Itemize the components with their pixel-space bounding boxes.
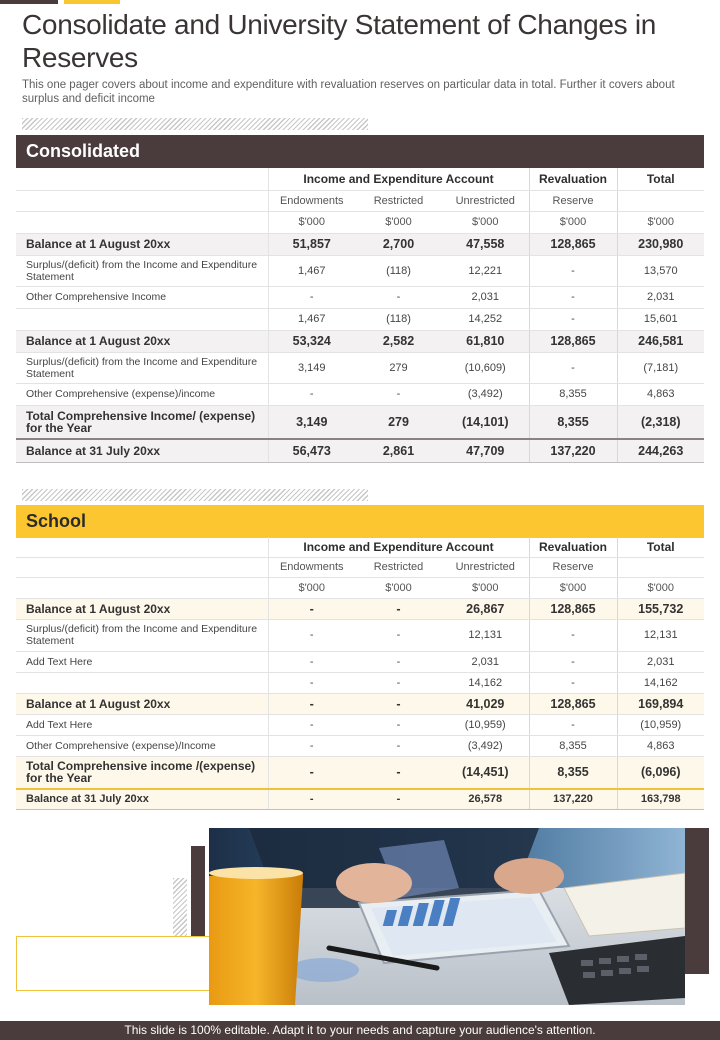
table-row bbox=[16, 714, 704, 735]
top-accent-dark bbox=[0, 0, 58, 4]
row-value: 279 bbox=[355, 405, 442, 439]
table-row bbox=[16, 233, 704, 255]
row-label: Balance at 31 July 20xx bbox=[16, 789, 268, 809]
header-revaluation: Revaluation bbox=[529, 537, 617, 557]
units-cell: $'000 bbox=[617, 577, 704, 598]
business-tablet-photo bbox=[209, 828, 685, 1005]
table-row bbox=[16, 619, 704, 651]
row-value: 279 bbox=[355, 352, 442, 383]
row-value: 8,355 bbox=[529, 735, 617, 756]
row-value: 12,131 bbox=[442, 619, 529, 651]
subheader-empty-cell bbox=[16, 557, 268, 577]
row-value: 128,865 bbox=[529, 693, 617, 714]
row-label bbox=[16, 672, 268, 693]
consolidated-table bbox=[16, 168, 704, 463]
row-value: - bbox=[355, 286, 442, 308]
table-total-row bbox=[16, 789, 704, 809]
table-row bbox=[16, 598, 704, 619]
decorative-bar-right bbox=[685, 828, 709, 974]
row-value: 128,865 bbox=[529, 598, 617, 619]
subheader-cell: Restricted bbox=[355, 557, 442, 577]
table-subheader-row bbox=[16, 557, 704, 577]
hatch-divider-school bbox=[22, 489, 368, 501]
row-value: (6,096) bbox=[617, 756, 704, 789]
row-value: 15,601 bbox=[617, 308, 704, 330]
page-title: Consolidate and University Statement of Changes in Reserves bbox=[22, 9, 657, 73]
page-subtitle: This one pager covers about income and expenditure with revaluation reserves on particular data in total. Further it covers about surplus and deficit income bbox=[22, 79, 675, 105]
row-value: - bbox=[355, 735, 442, 756]
row-value: (3,492) bbox=[442, 383, 529, 405]
row-value: - bbox=[268, 286, 355, 308]
row-value: - bbox=[268, 383, 355, 405]
row-label: Surplus/(deficit) from the Income and Expenditure Statement bbox=[16, 352, 268, 383]
header-empty-cell bbox=[16, 537, 268, 557]
row-value: (118) bbox=[355, 308, 442, 330]
units-empty-cell bbox=[16, 577, 268, 598]
row-label: Total Comprehensive Income/ (expense) for the Year bbox=[16, 405, 268, 439]
row-value: 2,031 bbox=[442, 651, 529, 672]
row-label: Other Comprehensive (expense)/income bbox=[16, 383, 268, 405]
row-value: - bbox=[355, 693, 442, 714]
row-label: Surplus/(deficit) from the Income and Expenditure Statement bbox=[16, 255, 268, 286]
row-value: - bbox=[529, 714, 617, 735]
row-value: 61,810 bbox=[442, 330, 529, 352]
row-value: 3,149 bbox=[268, 352, 355, 383]
row-value: - bbox=[268, 672, 355, 693]
row-value: 2,582 bbox=[355, 330, 442, 352]
subheader-cell bbox=[617, 557, 704, 577]
row-label: Total Comprehensive income /(expense) for the Year bbox=[16, 756, 268, 789]
row-label: Balance at 1 August 20xx bbox=[16, 233, 268, 255]
subheader-cell bbox=[617, 190, 704, 211]
row-value: 230,980 bbox=[617, 233, 704, 255]
row-value: - bbox=[529, 672, 617, 693]
table-row bbox=[16, 693, 704, 714]
row-value: 4,863 bbox=[617, 383, 704, 405]
table-total-row bbox=[16, 439, 704, 462]
row-value: 8,355 bbox=[529, 405, 617, 439]
row-value: - bbox=[268, 789, 355, 809]
subheader-cell: Unrestricted bbox=[442, 557, 529, 577]
units-cell: $'000 bbox=[442, 211, 529, 233]
subheader-cell: Endowments bbox=[268, 190, 355, 211]
row-label bbox=[16, 308, 268, 330]
row-label: Balance at 1 August 20xx bbox=[16, 693, 268, 714]
row-value: 1,467 bbox=[268, 255, 355, 286]
row-value: (3,492) bbox=[442, 735, 529, 756]
row-value: 128,865 bbox=[529, 330, 617, 352]
row-value: 26,867 bbox=[442, 598, 529, 619]
section-header-school: School bbox=[16, 505, 704, 538]
subheader-cell: Restricted bbox=[355, 190, 442, 211]
row-value: (7,181) bbox=[617, 352, 704, 383]
row-label: Other Comprehensive (expense)/Income bbox=[16, 735, 268, 756]
row-value: 8,355 bbox=[529, 756, 617, 789]
row-value: 1,467 bbox=[268, 308, 355, 330]
row-value: - bbox=[529, 255, 617, 286]
empty-text-box bbox=[16, 936, 209, 991]
row-value: - bbox=[355, 672, 442, 693]
row-label: Balance at 1 August 20xx bbox=[16, 330, 268, 352]
header-income-expenditure: Income and Expenditure Account bbox=[268, 168, 529, 190]
photo-illustration bbox=[209, 828, 685, 1005]
row-label: Balance at 1 August 20xx bbox=[16, 598, 268, 619]
row-value: - bbox=[355, 598, 442, 619]
row-label: Add Text Here bbox=[16, 651, 268, 672]
table-row bbox=[16, 672, 704, 693]
row-value: - bbox=[355, 651, 442, 672]
row-value: - bbox=[529, 651, 617, 672]
row-label: Add Text Here bbox=[16, 714, 268, 735]
subheader-empty-cell bbox=[16, 190, 268, 211]
row-value: 128,865 bbox=[529, 233, 617, 255]
row-value: - bbox=[268, 693, 355, 714]
row-value: 14,162 bbox=[442, 672, 529, 693]
table-row bbox=[16, 352, 704, 383]
section-header-consolidated: Consolidated bbox=[16, 135, 704, 168]
header-empty-cell bbox=[16, 168, 268, 190]
row-value: 53,324 bbox=[268, 330, 355, 352]
table-row bbox=[16, 756, 704, 789]
row-value: 2,031 bbox=[442, 286, 529, 308]
row-value: - bbox=[529, 619, 617, 651]
row-value: - bbox=[268, 735, 355, 756]
units-cell: $'000 bbox=[268, 211, 355, 233]
subheader-cell: Unrestricted bbox=[442, 190, 529, 211]
row-value: 137,220 bbox=[529, 439, 617, 462]
row-value: - bbox=[355, 619, 442, 651]
units-cell: $'000 bbox=[442, 577, 529, 598]
table-row bbox=[16, 405, 704, 439]
row-value: 41,029 bbox=[442, 693, 529, 714]
school-table bbox=[16, 537, 704, 810]
table-row bbox=[16, 330, 704, 352]
table-units-row bbox=[16, 211, 704, 233]
row-value: 8,355 bbox=[529, 383, 617, 405]
row-value: 12,221 bbox=[442, 255, 529, 286]
row-value: - bbox=[529, 352, 617, 383]
table-row bbox=[16, 286, 704, 308]
row-value: (10,959) bbox=[617, 714, 704, 735]
units-empty-cell bbox=[16, 211, 268, 233]
header-revaluation: Revaluation bbox=[529, 168, 617, 190]
row-value: (14,451) bbox=[442, 756, 529, 789]
row-value: - bbox=[529, 286, 617, 308]
table-row bbox=[16, 651, 704, 672]
table-subheader-row bbox=[16, 190, 704, 211]
row-value: - bbox=[355, 789, 442, 809]
row-value: - bbox=[268, 598, 355, 619]
units-cell: $'000 bbox=[355, 211, 442, 233]
row-value: 47,558 bbox=[442, 233, 529, 255]
row-value: (2,318) bbox=[617, 405, 704, 439]
row-value: 246,581 bbox=[617, 330, 704, 352]
row-label: Other Comprehensive Income bbox=[16, 286, 268, 308]
top-accent-yellow bbox=[64, 0, 120, 4]
table-units-row bbox=[16, 577, 704, 598]
row-value: 14,162 bbox=[617, 672, 704, 693]
row-value: - bbox=[268, 619, 355, 651]
header-total: Total bbox=[617, 537, 704, 557]
row-value: 169,894 bbox=[617, 693, 704, 714]
units-cell: $'000 bbox=[617, 211, 704, 233]
row-value: - bbox=[268, 756, 355, 789]
header-income-expenditure: Income and Expenditure Account bbox=[268, 537, 529, 557]
row-value: - bbox=[268, 651, 355, 672]
row-value: - bbox=[355, 714, 442, 735]
table-row bbox=[16, 255, 704, 286]
row-value: 56,473 bbox=[268, 439, 355, 462]
row-value: 163,798 bbox=[617, 789, 704, 809]
row-value: - bbox=[355, 383, 442, 405]
units-cell: $'000 bbox=[268, 577, 355, 598]
table-row bbox=[16, 383, 704, 405]
table-header-row bbox=[16, 537, 704, 557]
row-value: - bbox=[268, 714, 355, 735]
row-label: Balance at 31 July 20xx bbox=[16, 439, 268, 462]
units-cell: $'000 bbox=[529, 577, 617, 598]
row-value: (118) bbox=[355, 255, 442, 286]
row-value: (10,959) bbox=[442, 714, 529, 735]
row-value: 26,578 bbox=[442, 789, 529, 809]
header-total: Total bbox=[617, 168, 704, 190]
row-value: (10,609) bbox=[442, 352, 529, 383]
row-value: - bbox=[529, 308, 617, 330]
hatch-divider-consolidated bbox=[22, 118, 368, 130]
units-cell: $'000 bbox=[355, 577, 442, 598]
units-cell: $'000 bbox=[529, 211, 617, 233]
table-row bbox=[16, 735, 704, 756]
row-value: 137,220 bbox=[529, 789, 617, 809]
row-value: 2,861 bbox=[355, 439, 442, 462]
row-value: 2,700 bbox=[355, 233, 442, 255]
row-value: 12,131 bbox=[617, 619, 704, 651]
decorative-hatch-block bbox=[173, 878, 187, 938]
row-value: 4,863 bbox=[617, 735, 704, 756]
row-value: 155,732 bbox=[617, 598, 704, 619]
table-header-row bbox=[16, 168, 704, 190]
subheader-cell: Endowments bbox=[268, 557, 355, 577]
table-row bbox=[16, 308, 704, 330]
row-value: (14,101) bbox=[442, 405, 529, 439]
footer-banner: This slide is 100% editable. Adapt it to your needs and capture your audience's attention. bbox=[0, 1021, 720, 1040]
row-value: 51,857 bbox=[268, 233, 355, 255]
row-value: - bbox=[355, 756, 442, 789]
subheader-cell: Reserve bbox=[529, 190, 617, 211]
row-value: 244,263 bbox=[617, 439, 704, 462]
row-label: Surplus/(deficit) from the Income and Expenditure Statement bbox=[16, 619, 268, 651]
row-value: 2,031 bbox=[617, 651, 704, 672]
row-value: 3,149 bbox=[268, 405, 355, 439]
row-value: 13,570 bbox=[617, 255, 704, 286]
row-value: 47,709 bbox=[442, 439, 529, 462]
row-value: 14,252 bbox=[442, 308, 529, 330]
subheader-cell: Reserve bbox=[529, 557, 617, 577]
row-value: 2,031 bbox=[617, 286, 704, 308]
